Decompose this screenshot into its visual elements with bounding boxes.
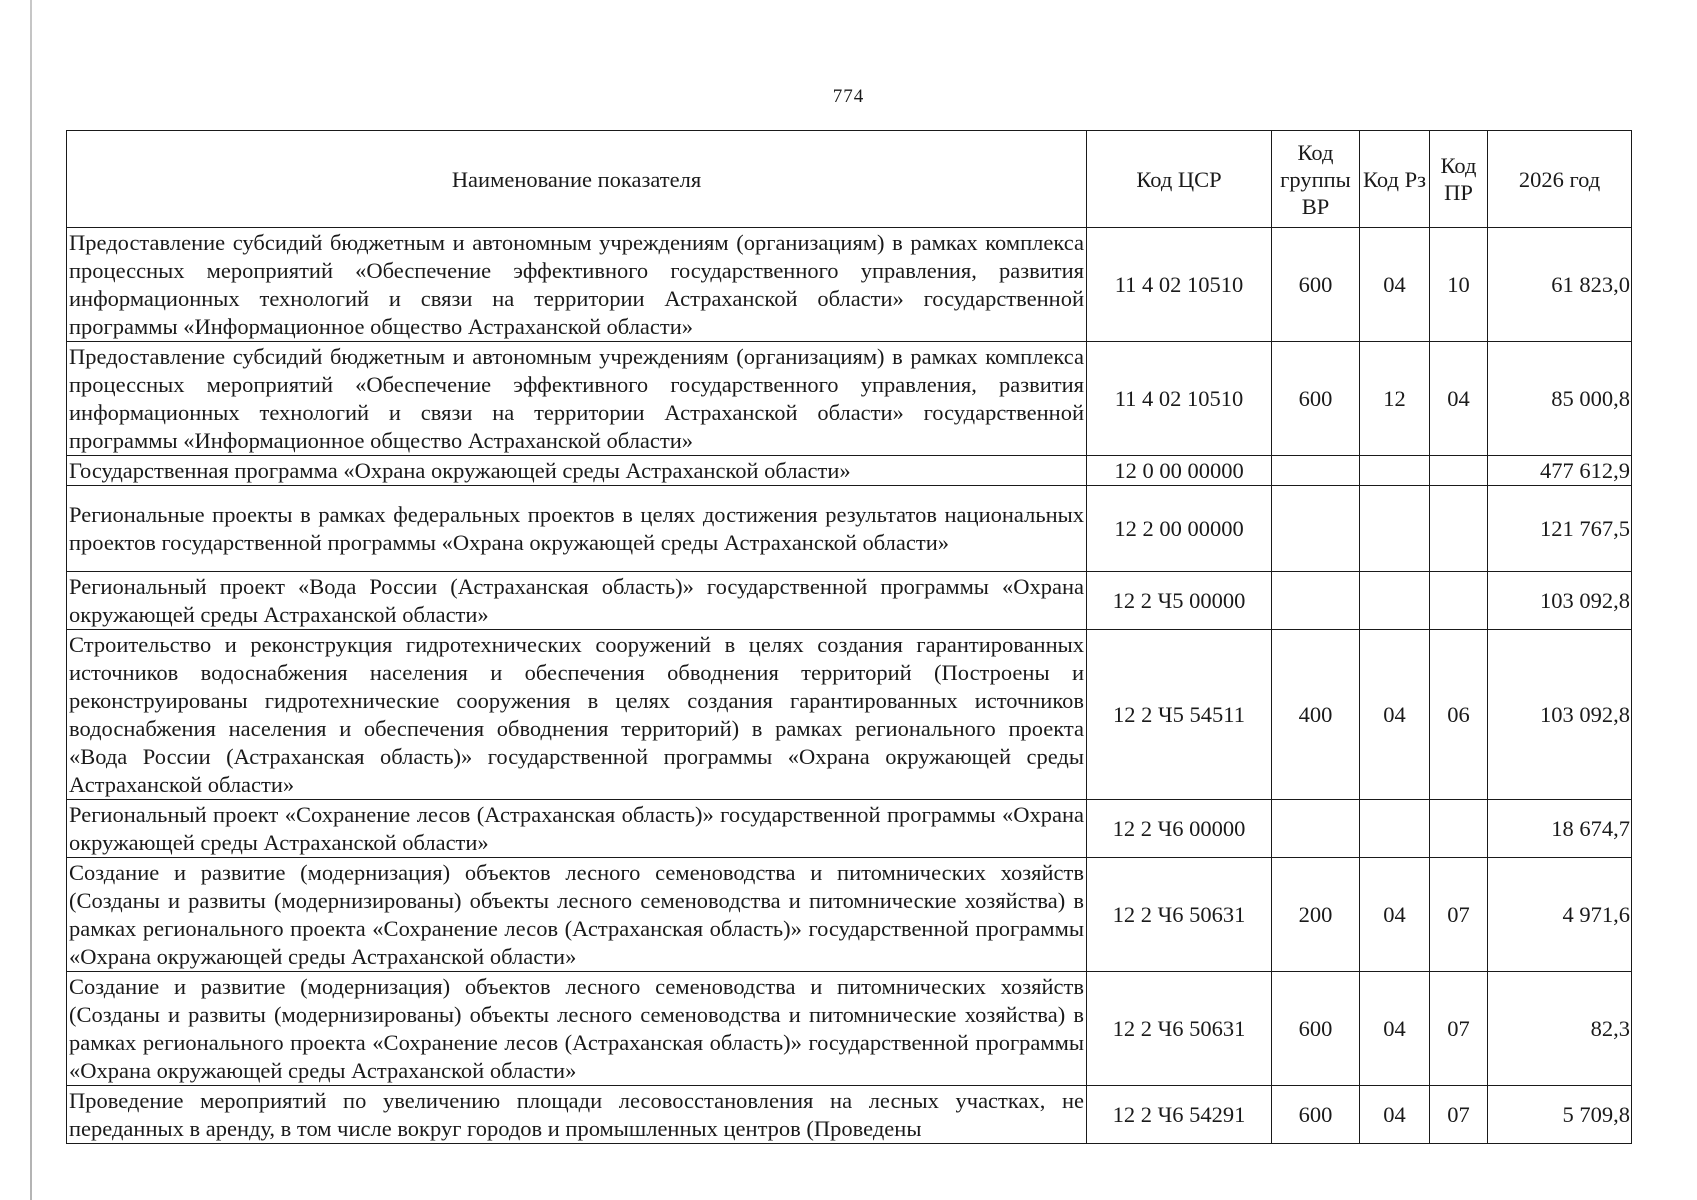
row-amount: 61 823,0 [1488,228,1632,342]
row-name: Создание и развитие (модернизация) объектов лесного семеноводства и питомнических хозяйств (Созданы и развиты (модернизированы) объекты лесного семеноводства и питомнические хозяйства) в рамках регионального проекта «Сохранение лесов (Астраханская область)» государственной программы «Охрана окружающей среды Астраханской области» [67,972,1087,1086]
budget-table [66,130,1632,1144]
row-name: Предоставление субсидий бюджетным и автономным учреждениям (организациям) в рамках комплекса процессных мероприятий «Обеспечение эффективного государственного управления, развития информационных технологий и связи на территории Астраханской области» государственной программы «Информационное общество Астраханской области» [67,228,1087,342]
row-name: Предоставление субсидий бюджетным и автономным учреждениям (организациям) в рамках комплекса процессных мероприятий «Обеспечение эффективного государственного управления, развития информационных технологий и связи на территории Астраханской области» государственной программы «Информационное общество Астраханской области» [67,342,1087,456]
row-pr: 10 [1430,228,1488,342]
row-amount: 103 092,8 [1488,572,1632,630]
row-csr: 12 2 Ч6 00000 [1087,800,1272,858]
row-rz: 04 [1360,630,1430,800]
row-rz [1360,800,1430,858]
table-row [67,342,1632,456]
row-name: Региональный проект «Вода России (Астраханская область)» государственной программы «Охрана окружающей среды Астраханской области» [67,572,1087,630]
row-rz: 12 [1360,342,1430,456]
row-rz: 04 [1360,1086,1430,1144]
row-pr [1430,486,1488,572]
row-rz: 04 [1360,858,1430,972]
row-amount: 103 092,8 [1488,630,1632,800]
row-csr: 12 2 Ч6 50631 [1087,858,1272,972]
row-pr: 04 [1430,342,1488,456]
row-amount: 477 612,9 [1488,456,1632,486]
row-rz: 04 [1360,228,1430,342]
row-rz: 04 [1360,972,1430,1086]
row-pr [1430,456,1488,486]
row-vr: 200 [1272,858,1360,972]
row-vr [1272,800,1360,858]
row-amount: 82,3 [1488,972,1632,1086]
table-row [67,456,1632,486]
row-rz [1360,486,1430,572]
table-row [67,858,1632,972]
row-pr [1430,800,1488,858]
row-vr: 600 [1272,228,1360,342]
row-vr [1272,572,1360,630]
row-csr: 12 2 00 00000 [1087,486,1272,572]
header-year: 2026 год [1488,131,1632,228]
header-rz: Код Рз [1360,131,1430,228]
table-row [67,800,1632,858]
table-header-row [67,131,1632,228]
row-csr: 11 4 02 10510 [1087,342,1272,456]
row-vr: 400 [1272,630,1360,800]
row-pr: 07 [1430,858,1488,972]
row-vr [1272,486,1360,572]
table-row [67,972,1632,1086]
row-csr: 12 2 Ч5 54511 [1087,630,1272,800]
row-amount: 5 709,8 [1488,1086,1632,1144]
row-csr: 12 0 00 00000 [1087,456,1272,486]
row-pr: 07 [1430,972,1488,1086]
row-pr [1430,572,1488,630]
row-vr: 600 [1272,972,1360,1086]
row-vr: 600 [1272,342,1360,456]
row-pr: 06 [1430,630,1488,800]
header-name: Наименование показателя [67,131,1087,228]
row-vr [1272,456,1360,486]
table-row [67,228,1632,342]
row-csr: 12 2 Ч6 54291 [1087,1086,1272,1144]
row-csr: 12 2 Ч5 00000 [1087,572,1272,630]
page-number: 774 [832,86,865,107]
header-pr: Код ПР [1430,131,1488,228]
header-csr: Код ЦСР [1087,131,1272,228]
row-csr: 12 2 Ч6 50631 [1087,972,1272,1086]
header-vr: Код группы ВР [1272,131,1360,228]
scan-edge-line [30,0,32,1200]
row-name: Региональный проект «Сохранение лесов (Астраханская область)» государственной программы «Охрана окружающей среды Астраханской области» [67,800,1087,858]
row-rz [1360,456,1430,486]
row-name: Региональные проекты в рамках федеральных проектов в целях достижения результатов национальных проектов государственной программы «Охрана окружающей среды Астраханской области» [67,486,1087,572]
table-row [67,486,1632,572]
table-row [67,572,1632,630]
row-vr: 600 [1272,1086,1360,1144]
row-amount: 4 971,6 [1488,858,1632,972]
row-name: Проведение мероприятий по увеличению площади лесовосстановления на лесных участках, не переданных в аренду, в том числе вокруг городов и промышленных центров (Проведены [67,1086,1087,1144]
row-amount: 18 674,7 [1488,800,1632,858]
row-pr: 07 [1430,1086,1488,1144]
row-name: Создание и развитие (модернизация) объектов лесного семеноводства и питомнических хозяйств (Созданы и развиты (модернизированы) объекты лесного семеноводства и питомнические хозяйства) в рамках регионального проекта «Сохранение лесов (Астраханская область)» государственной программы «Охрана окружающей среды Астраханской области» [67,858,1087,972]
row-amount: 121 767,5 [1488,486,1632,572]
row-name: Строительство и реконструкция гидротехнических сооружений в целях создания гарантированных источников водоснабжения населения и обеспечения обводнения территорий (Построены и реконструированы гидротехнические сооружения в целях создания гарантированных источников водоснабжения населения и обеспечения обводнения территорий) в рамках регионального проекта «Вода России (Астраханская область)» государственной программы «Охрана окружающей среды Астраханской области» [67,630,1087,800]
row-rz [1360,572,1430,630]
row-csr: 11 4 02 10510 [1087,228,1272,342]
table-row [67,1086,1632,1144]
row-name: Государственная программа «Охрана окружающей среды Астраханской области» [67,456,1087,486]
row-amount: 85 000,8 [1488,342,1632,456]
table-row [67,630,1632,800]
